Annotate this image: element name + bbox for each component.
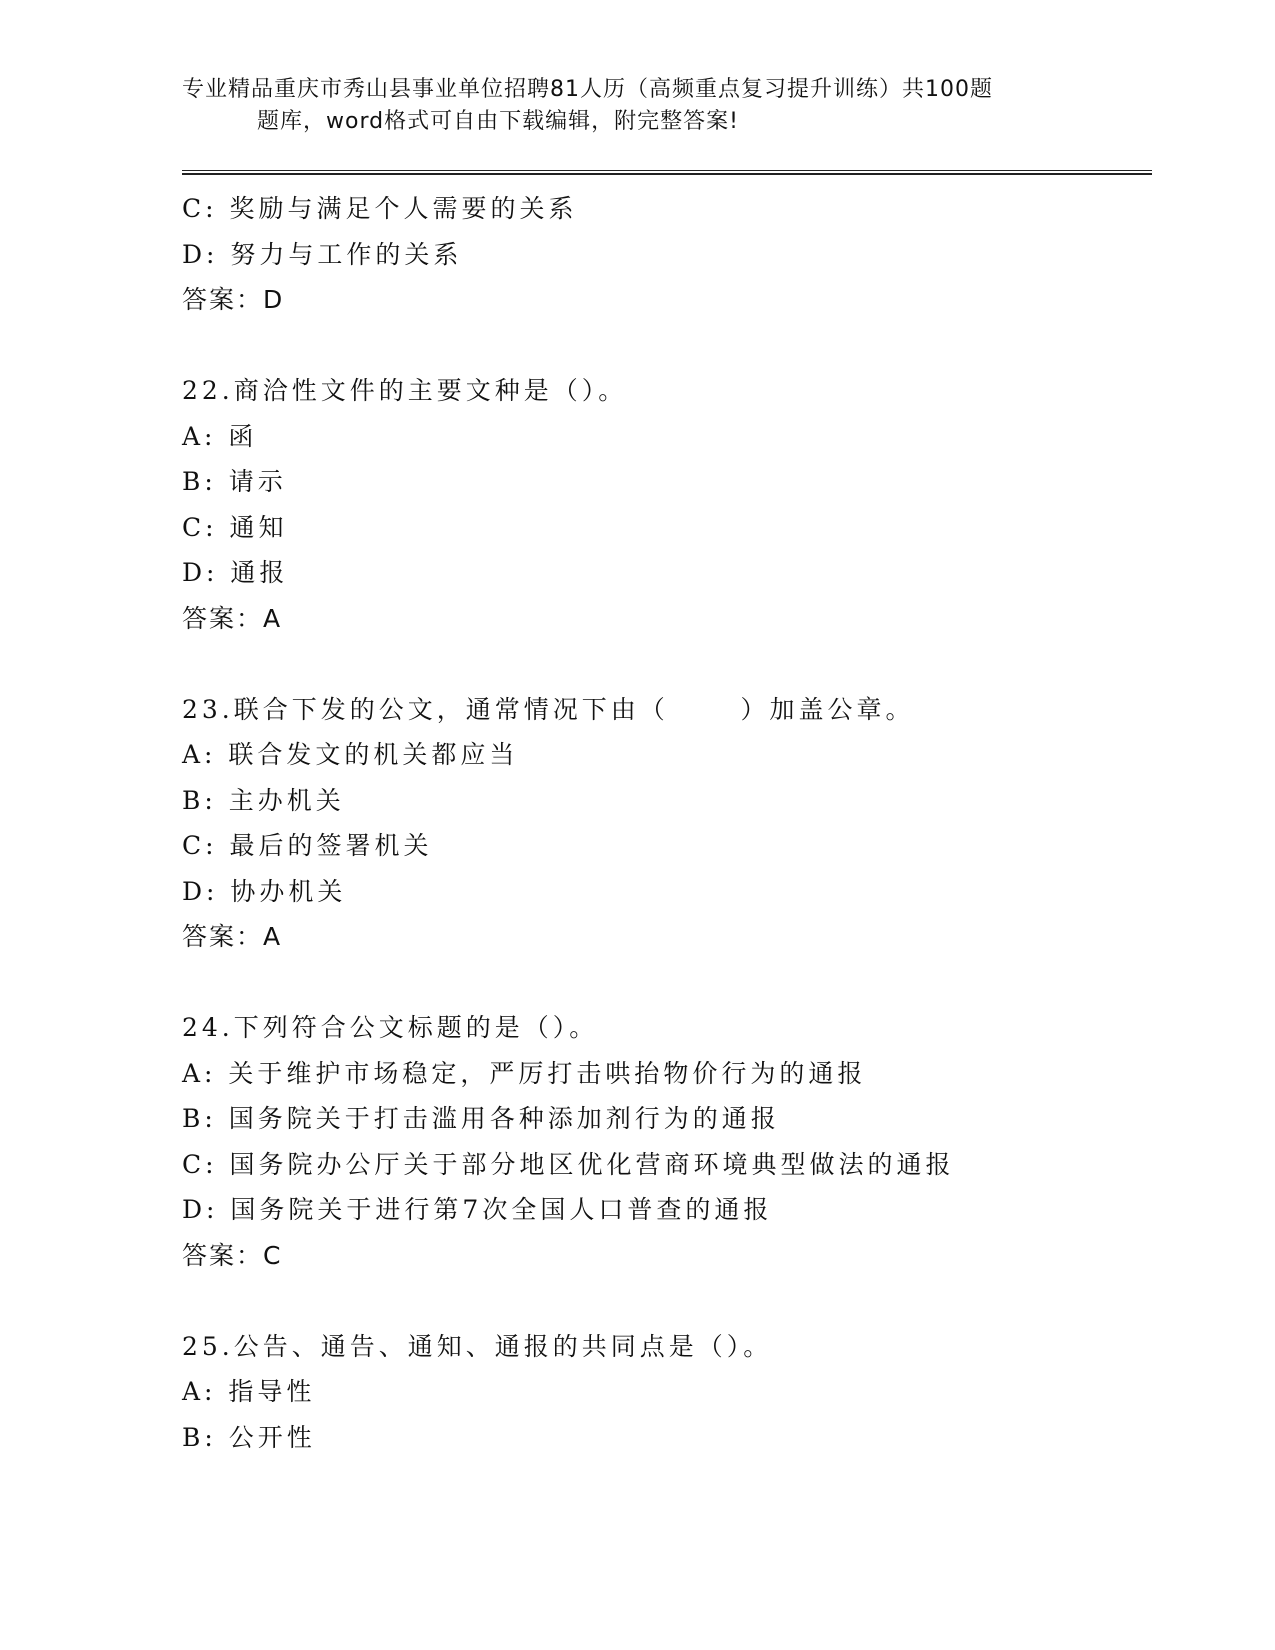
header-divider-thick: [182, 173, 1152, 175]
question-23: [182, 687, 1162, 960]
header-title-line1: 专业精品重庆市秀山县事业单位招聘81人历（高频重点复习提升训练）共100题: [182, 77, 993, 102]
question-stem: 24.下列符合公文标题的是（）。: [182, 1013, 599, 1042]
question-list: [182, 186, 1162, 1460]
question-22: [182, 368, 1162, 641]
question-24: [182, 1005, 1162, 1278]
answer-line: 答案：A: [182, 603, 283, 633]
option-a: A: 指导性: [182, 1377, 316, 1406]
option-a: A: 函: [182, 421, 258, 451]
spacer: [182, 960, 1162, 1006]
option-d: D: 协办机关: [182, 876, 347, 906]
option-b: B: 请示: [182, 467, 287, 496]
header-title-line2: 题库，word格式可自由下载编辑，附完整答案!: [257, 109, 739, 134]
spacer: [182, 1278, 1162, 1324]
option-d: D: 通报: [182, 558, 289, 587]
answer-line: 答案：D: [182, 285, 285, 314]
option-c: C: 通知: [182, 512, 288, 542]
answer-line: 答案：A: [182, 922, 283, 951]
option-c: C: 奖励与满足个人需要的关系: [182, 194, 578, 223]
spacer: [182, 641, 1162, 687]
answer-line: 答案：C: [182, 1240, 283, 1270]
document-header: [182, 74, 1082, 138]
header-divider-thin: [182, 170, 1152, 171]
spacer: [182, 323, 1162, 369]
question-25: [182, 1324, 1162, 1461]
question-stem: 25.公告、通告、通知、通报的共同点是（）。: [182, 1331, 773, 1361]
option-a: A: 联合发文的机关都应当: [182, 740, 519, 769]
option-b: B: 主办机关: [182, 785, 345, 815]
option-a: A: 关于维护市场稳定，严厉打击哄抬物价行为的通报: [182, 1058, 867, 1088]
option-c: C: 国务院办公厅关于部分地区优化营商环境典型做法的通报: [182, 1149, 955, 1179]
option-b: B: 国务院关于打击滥用各种添加剂行为的通报: [182, 1104, 780, 1133]
question-21-continued: [182, 186, 1162, 323]
option-d: D: 国务院关于进行第7次全国人口普查的通报: [182, 1195, 773, 1224]
option-c: C: 最后的签署机关: [182, 831, 433, 860]
option-b: B: 公开性: [182, 1422, 316, 1452]
option-d: D: 努力与工作的关系: [182, 239, 463, 269]
question-stem: 23.联合下发的公文，通常情况下由（ ）加盖公章。: [182, 694, 915, 724]
question-stem: 22.商洽性文件的主要文种是（）。: [182, 376, 628, 405]
